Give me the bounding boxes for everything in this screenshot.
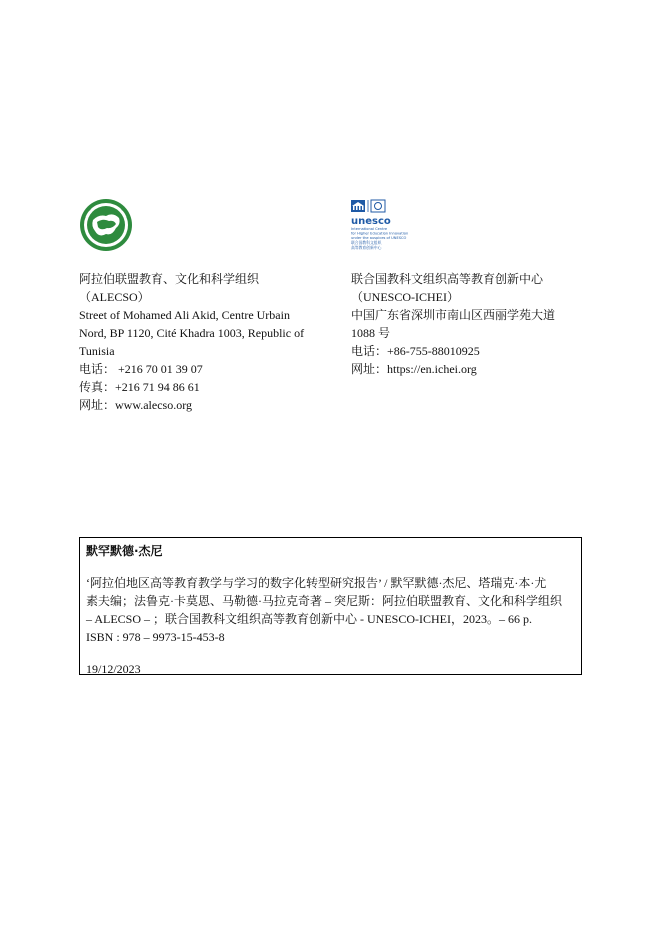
catalog-isbn: ISBN : 978 – 9973-15-453-8 bbox=[86, 630, 225, 644]
catalog-author: 默罕默德·杰尼 bbox=[86, 544, 163, 558]
alecso-address-line-2: Nord, BP 1120, Cité Khadra 1003, Republic of bbox=[79, 326, 305, 340]
catalog-date: 19/12/2023 bbox=[86, 662, 141, 676]
alecso-fax: 传真：+216 71 94 86 61 bbox=[79, 380, 200, 394]
logo-caption-2: for Higher Education Innovation bbox=[351, 231, 409, 236]
ichei-name: 联合国教科文组织高等教育创新中心 bbox=[351, 272, 544, 286]
catalog-description-line-2: 素夫编；法鲁克·卡莫恩、马勒德·马拉克奇著 – 突尼斯：阿拉伯联盟教育、文化和科学组织 bbox=[86, 594, 562, 608]
logo-caption-cn-1: 联合国教科文组织 bbox=[351, 240, 382, 245]
alecso-name: 阿拉伯联盟教育、文化和科学组织 bbox=[79, 272, 260, 286]
catalog-spacer-2 bbox=[86, 646, 575, 660]
logo-caption-3: under the auspices of UNESCO bbox=[351, 236, 407, 240]
alecso-contact-block bbox=[79, 198, 319, 414]
alecso-abbreviation: （ALECSO） bbox=[79, 290, 150, 304]
logo-caption-1: International Centre bbox=[351, 227, 388, 231]
ichei-contact-block bbox=[351, 198, 591, 378]
unesco-ichei-logo-icon bbox=[351, 198, 415, 256]
ichei-website-link[interactable]: 网址：https://en.ichei.org bbox=[351, 362, 477, 376]
catalog-spacer bbox=[86, 560, 575, 574]
catalog-description-line-1: ‘阿拉伯地区高等教育教学与学习的数字化转型研究报告’ / 默罕默德·杰尼、塔瑞克·本·尤 bbox=[86, 576, 547, 590]
logo-caption-cn-2: 高等教育创新中心 bbox=[351, 245, 382, 250]
ichei-abbreviation: （UNESCO-ICHEI） bbox=[351, 290, 459, 304]
unesco-wordmark: unesco bbox=[351, 216, 391, 227]
ichei-address-line-2: 1088 号 bbox=[351, 326, 391, 340]
alecso-logo bbox=[79, 198, 319, 270]
ichei-logo bbox=[351, 198, 591, 270]
alecso-phone: 电话： +216 70 01 39 07 bbox=[79, 362, 203, 376]
alecso-address-line-1: Street of Mohamed Ali Akid, Centre Urbain bbox=[79, 308, 290, 322]
ichei-phone: 电话：+86-755-88010925 bbox=[351, 344, 480, 358]
catalog-description-line-3: – ALECSO – ；联合国教科文组织高等教育创新中心 - UNESCO-ICHEI，2023。– 66 p. bbox=[86, 612, 532, 626]
alecso-address-line-3: Tunisia bbox=[79, 344, 115, 358]
alecso-emblem-icon bbox=[79, 198, 133, 252]
alecso-website-link[interactable]: 网址：www.alecso.org bbox=[79, 398, 192, 412]
ichei-address-line-1: 中国广东省深圳市南山区西丽学苑大道 bbox=[351, 308, 556, 322]
catalog-record-box bbox=[79, 537, 582, 675]
